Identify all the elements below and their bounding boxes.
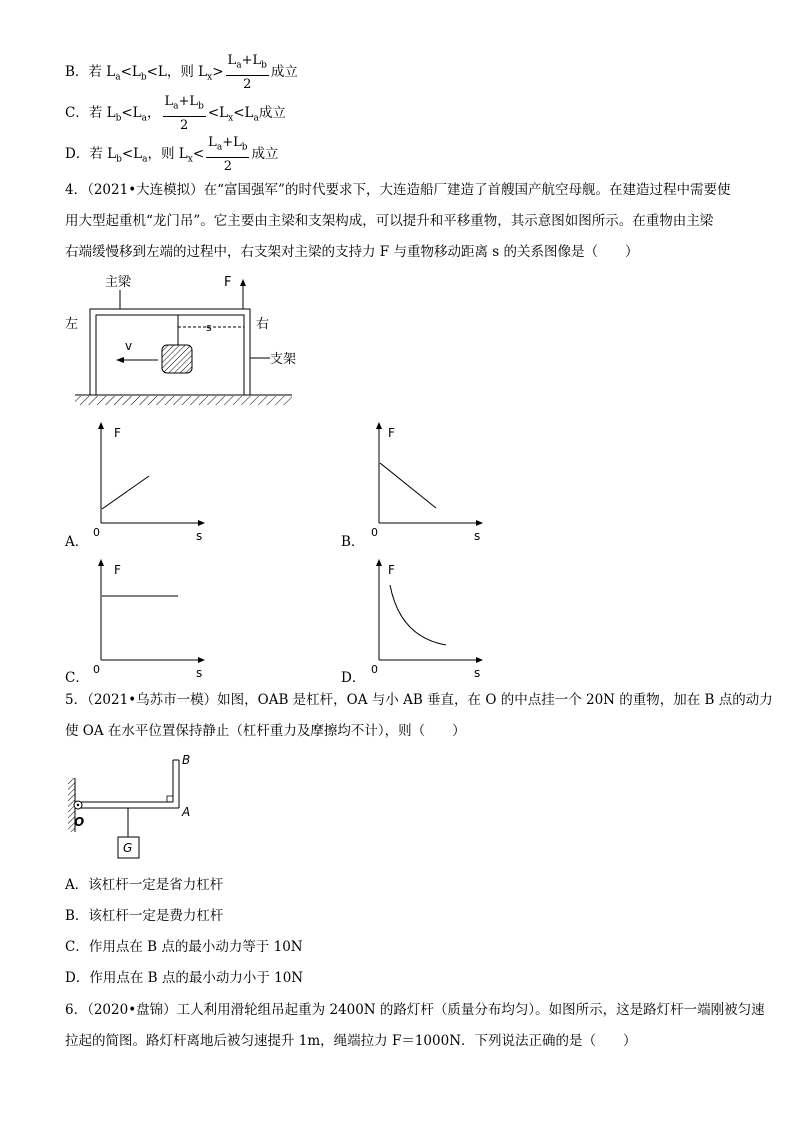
force-arrowhead bbox=[240, 279, 246, 286]
x-arrow bbox=[198, 520, 205, 526]
text: B．若 L bbox=[65, 63, 116, 80]
text: < bbox=[192, 145, 205, 162]
option-b-prev bbox=[65, 52, 298, 93]
q4-line-2: 用大型起重机“龙门吊”。它主要由主梁和支架构成，可以提升和平移重物，其示意图如图所示。在重物由主梁 bbox=[65, 213, 714, 229]
q5-option-a: A．该杠杆一定是省力杠杆 bbox=[65, 877, 224, 893]
sub: a bbox=[142, 154, 148, 165]
text: +L bbox=[241, 53, 262, 68]
origin-label: 0 bbox=[93, 663, 100, 676]
text: L bbox=[208, 135, 217, 150]
label-g: G bbox=[123, 841, 133, 855]
graph-d bbox=[366, 557, 486, 682]
sub: b bbox=[241, 142, 248, 153]
sub: b bbox=[198, 101, 204, 112]
text: ， bbox=[147, 104, 161, 121]
sub: a bbox=[236, 60, 242, 71]
text: C．若 L bbox=[65, 104, 116, 121]
y-arrow bbox=[376, 559, 382, 566]
text: <L bbox=[120, 63, 141, 80]
label-force: F bbox=[224, 275, 232, 290]
label-left: 左 bbox=[65, 317, 79, 332]
fraction bbox=[163, 93, 206, 134]
text: +L bbox=[222, 135, 242, 150]
q6-line-1: 6．（2020•盘锦）工人利用滑轮组吊起重为 2400N 的路灯杆（质量分布均匀）。如图所示，这是路灯杆一端刚被匀速 bbox=[65, 1002, 765, 1018]
sub: a bbox=[216, 142, 223, 153]
x-arrow bbox=[476, 657, 483, 663]
x-arrow bbox=[198, 657, 205, 663]
x-label: s bbox=[196, 529, 203, 543]
velocity-arrowhead bbox=[116, 357, 124, 363]
text: <L bbox=[207, 104, 229, 121]
graph-d-letter: D． bbox=[341, 670, 366, 686]
q4-line-1: 4．（2021•大连模拟）在“富国强军”的时代要求下，大连造船厂建造了首艘国产航空母舰。在建造过程中需要使 bbox=[65, 182, 731, 198]
q5-option-b: B．该杠杆一定是费力杠杆 bbox=[65, 908, 224, 924]
y-arrow bbox=[98, 422, 104, 429]
label-support: 支架 bbox=[270, 352, 297, 367]
label-a: A bbox=[182, 805, 191, 819]
q4-line-3: 右端缓慢移到左端的过程中，右支架对主梁的支持力 F 与重物移动距离 s 的关系图像是（ ） bbox=[65, 244, 639, 260]
sub: b bbox=[261, 60, 267, 71]
sub: x bbox=[187, 154, 193, 165]
text: 成立 bbox=[258, 104, 286, 121]
text: <L bbox=[121, 145, 143, 162]
sub: b bbox=[140, 72, 147, 83]
curve-increasing bbox=[102, 476, 149, 509]
sub: a bbox=[173, 101, 179, 112]
origin-label: 0 bbox=[93, 526, 100, 539]
curve-decreasing bbox=[380, 463, 436, 508]
text: D．若 L bbox=[65, 145, 117, 162]
y-label: F bbox=[114, 426, 121, 440]
text: > bbox=[212, 63, 224, 80]
origin-label: 0 bbox=[371, 663, 378, 676]
q6-line-2: 拉起的简图。路灯杆离地后被匀速提升 1m，绳端拉力 F＝1000N．下列说法正确的是（ ） bbox=[65, 1033, 637, 1049]
q5-line-2: 使 OA 在水平位置保持静止（杠杆重力及摩擦均不计），则（ ） bbox=[65, 723, 466, 739]
x-label: s bbox=[474, 666, 481, 680]
label-o: O bbox=[74, 815, 85, 829]
text: 2 bbox=[223, 158, 232, 174]
label-v: v bbox=[125, 339, 133, 353]
right-angle-mark bbox=[167, 796, 173, 802]
q5-option-d: D．作用点在 B 点的最小动力小于 10N bbox=[65, 970, 304, 986]
label-b: B bbox=[182, 753, 191, 767]
text: 成立 bbox=[270, 63, 298, 80]
graph-b-letter: B． bbox=[341, 534, 365, 550]
x-label: s bbox=[196, 666, 203, 680]
label-s: s bbox=[206, 321, 212, 334]
y-arrow bbox=[376, 422, 382, 429]
gantry-crane-figure bbox=[60, 272, 300, 410]
fraction bbox=[226, 52, 269, 93]
y-label: F bbox=[114, 563, 121, 577]
text: <L，则 L bbox=[146, 63, 208, 80]
sub: b bbox=[115, 113, 122, 124]
label-beam: 主梁 bbox=[105, 275, 132, 290]
graph-c-letter: C． bbox=[65, 670, 89, 686]
graph-b bbox=[366, 420, 486, 545]
ground-hatch bbox=[75, 396, 292, 405]
sub: a bbox=[115, 72, 121, 83]
weight-block bbox=[162, 345, 192, 373]
sub: b bbox=[116, 154, 122, 165]
curve-inverse bbox=[390, 585, 446, 645]
option-d-prev bbox=[65, 134, 278, 175]
origin-label: 0 bbox=[371, 526, 378, 539]
q5-line-1: 5．（2021•乌苏市一模）如图，OAB 是杠杆，OA 与小 AB 垂直，在 O 的中点挂一个 20N 的重物，加在 B 点的动力 bbox=[65, 692, 773, 708]
x-label: s bbox=[474, 529, 481, 543]
fraction bbox=[206, 134, 249, 175]
y-label: F bbox=[388, 426, 395, 440]
sub: x bbox=[207, 72, 213, 83]
text: ，则 L bbox=[147, 145, 188, 162]
text: 2 bbox=[243, 76, 252, 92]
text: 2 bbox=[180, 117, 189, 133]
sub: a bbox=[253, 113, 259, 124]
graph-a bbox=[88, 420, 208, 545]
label-right: 右 bbox=[256, 317, 270, 332]
text: +L bbox=[178, 94, 199, 109]
x-arrow bbox=[476, 520, 483, 526]
y-arrow bbox=[98, 559, 104, 566]
q5-option-c: C．作用点在 B 点的最小动力等于 10N bbox=[65, 939, 303, 955]
text: <L bbox=[121, 104, 142, 121]
text: L bbox=[164, 94, 174, 109]
lever-figure bbox=[62, 750, 212, 865]
text: <L bbox=[233, 104, 254, 121]
text: L bbox=[227, 53, 237, 68]
text: 成立 bbox=[251, 145, 279, 162]
graph-c bbox=[88, 557, 208, 682]
sub: a bbox=[141, 113, 148, 124]
y-label: F bbox=[388, 563, 395, 577]
pivot-center bbox=[77, 804, 79, 806]
option-c-prev bbox=[65, 93, 286, 134]
graph-a-letter: A． bbox=[65, 534, 89, 550]
sub: x bbox=[228, 113, 234, 124]
